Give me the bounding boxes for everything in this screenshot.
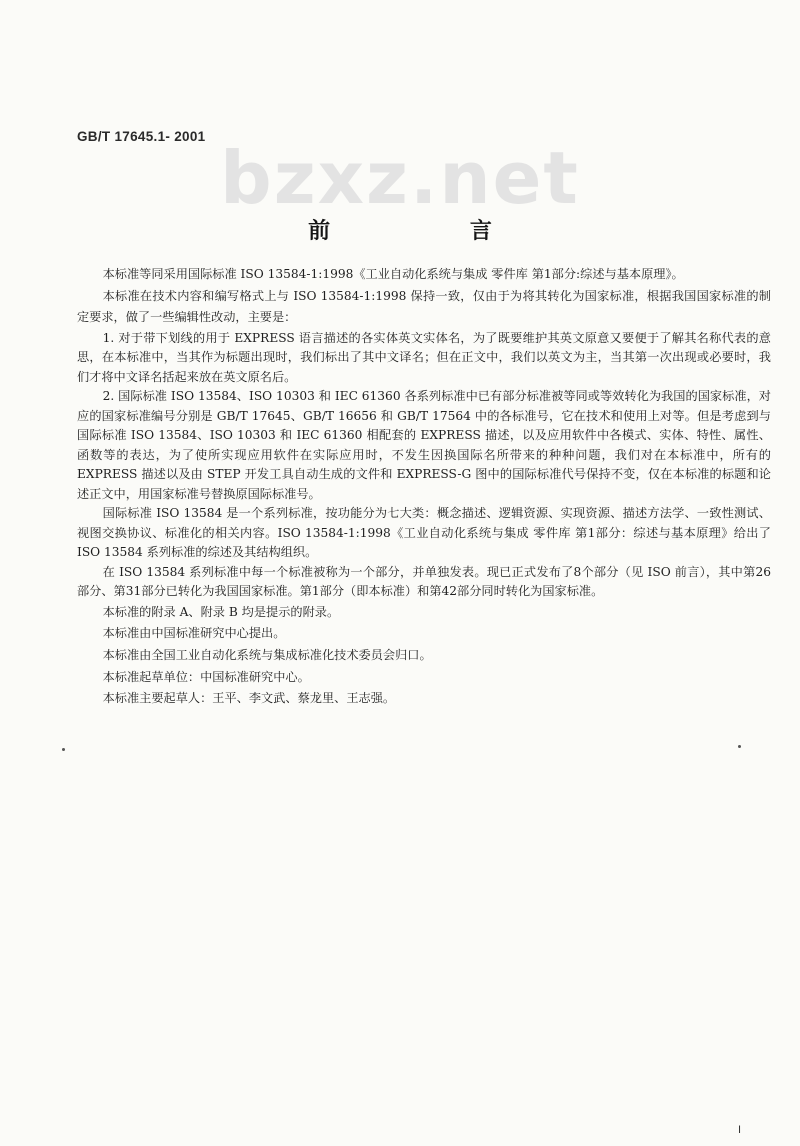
paragraph: 本标准的附录 A、附录 B 均是提示的附录。 — [102, 604, 340, 619]
paragraph: 本标准主要起草人：王平、李文武、蔡龙里、王志强。 — [102, 691, 396, 706]
paragraph: 国际标准 ISO 13584 是一个系列标准，按功能分为七大类：概念描述、逻辑资源、实现资源、描述方法学、一致性测试、视图交换协议、标准化的相关内容。ISO 13584-1:1998《工业自动化系统与集成 零件库 第1部分：综述与基本原理》给出了 ISO 13584 系列标准的综述及其结构组织。 — [77, 506, 771, 560]
paragraph: 在 ISO 13584 系列标准中每一个标准被称为一个部分，并单独发表。现已正式发布了8个部分（见 ISO 前言），其中第26部分、第31部分已转化为我国国家标准。第1部分（即本标准）和第42部分同时转化为国家标准。 — [77, 564, 771, 599]
paragraph: 2. 国际标准 ISO 13584、ISO 10303 和 IEC 61360 各系列标准中已有部分标准被等同或等效转化为我国的国家标准，对应的国家标准编号分别是 GB/T 17645、GB/T 16656 和 GB/T 17564 中的各标准号，它在技术和使用上对等。但是考虑到与国际标准 ISO 13584、ISO 10303 和 IEC 61360 相配套的 EXPRESS 描述，以及应用软件中各模式、实体、特性、属性、函数等的表达，为了使所实现应用软件在实际应用时，不发生因换国际名所带来的种种问题，我们对在本标准中，所有的 EXPRESS 描述以及由 STEP 开发工具自动生成的文件和 EXPRESS-G 图中的国际标准代号保持不变，仅在本标准的标题和论述正文中，用国家标准号替换原国际标准号。 — [77, 389, 771, 501]
standard-code: GB/T 17645.1- 2001 — [77, 129, 206, 144]
page-title: 前 言 — [308, 218, 558, 244]
paragraph: 本标准等同采用国际标准 ISO 13584-1:1998《工业自动化系统与集成 零件库 第1部分:综述与基本原理》。 — [102, 267, 684, 281]
watermark: bzxz.net — [220, 136, 580, 220]
page-number: I — [737, 1124, 741, 1136]
paragraph: 本标准由全国工业自动化系统与集成标准化技术委员会归口。 — [102, 647, 432, 662]
paragraph: 本标准由中国标准研究中心提出。 — [102, 626, 286, 641]
scan-speck — [62, 748, 65, 751]
paragraph: 本标准起草单位：中国标准研究中心。 — [102, 669, 310, 684]
paragraph: 1. 对于带下划线的用于 EXPRESS 语言描述的各实体英文实体名，为了既要维护其英文原意又要便于了解其名称代表的意思，在本标准中，当其作为标题出现时，我们标出了其中文译名；但在正文中，我们以英文为主，当其第一次出现或必要时，我们才将中文译名括起来放在英文原名后。 — [77, 330, 771, 384]
foreword-body — [77, 264, 771, 710]
scan-speck — [738, 745, 741, 748]
paragraph: 本标准在技术内容和编写格式上与 ISO 13584-1:1998 保持一致，仅由于为将其转化为国家标准，根据我国国家标准的制定要求，做了一些编辑性改动，主要是： — [77, 288, 771, 325]
